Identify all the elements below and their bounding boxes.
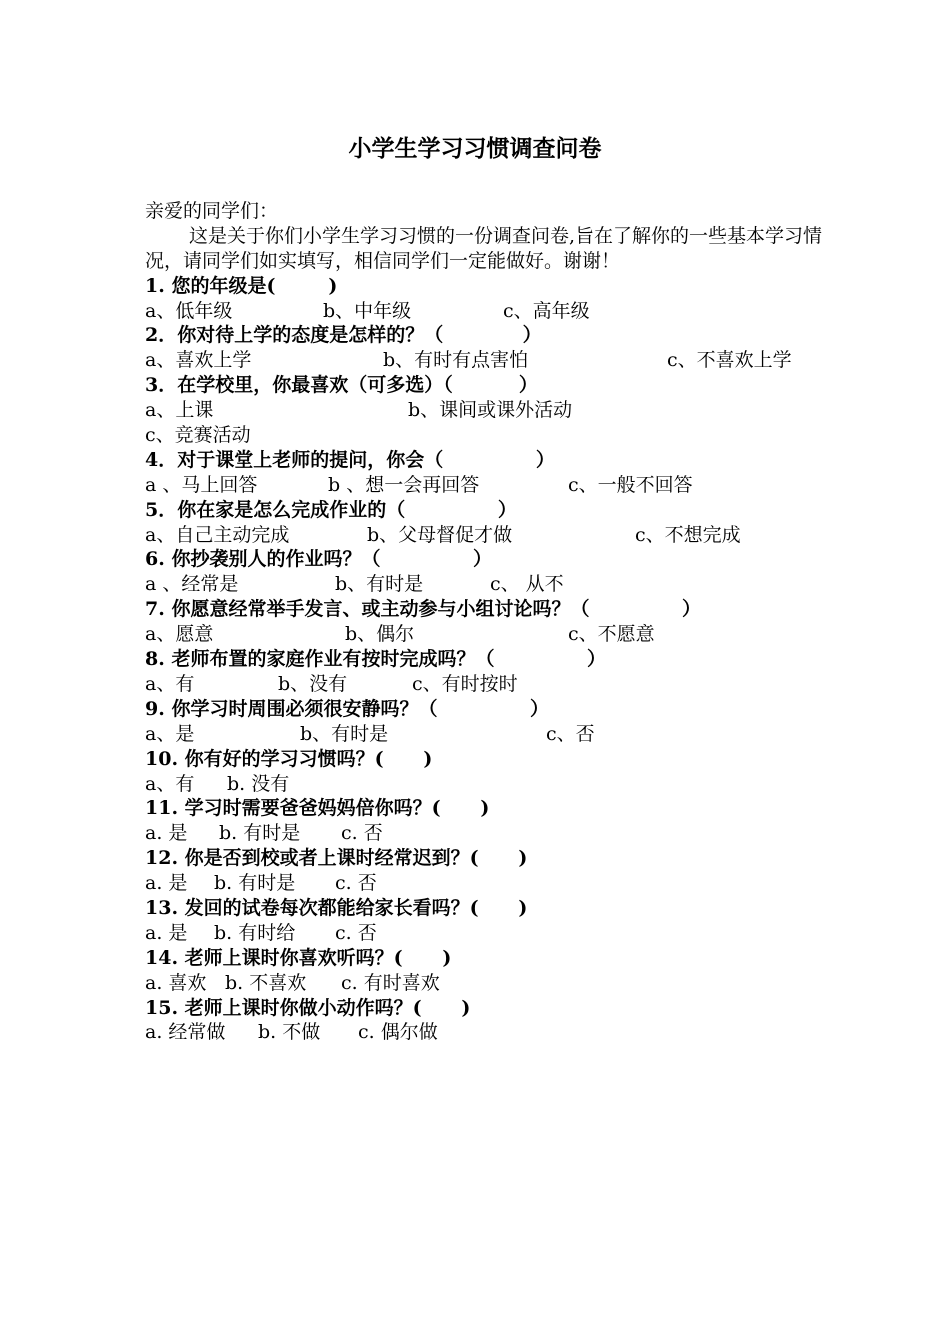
option-a: a、上课 bbox=[145, 399, 214, 422]
option-c: c、有时按时 bbox=[412, 672, 518, 695]
option-c: c、不喜欢上学 bbox=[667, 349, 792, 372]
option-b: b、没有 bbox=[278, 672, 348, 695]
question-15: 15. 老师上课时你做小动作吗？( ) bbox=[145, 996, 471, 1019]
option-b: b、有时有点害怕 bbox=[383, 349, 529, 372]
question-14: 14. 老师上课时你喜欢听吗？( ) bbox=[145, 946, 452, 969]
options-1 bbox=[145, 299, 825, 324]
option-c: c. 偶尔做 bbox=[358, 1021, 438, 1044]
option-b: b、有时是 bbox=[300, 722, 389, 745]
option-a: a、愿意 bbox=[145, 623, 214, 646]
option-b: b. 有时给 bbox=[214, 921, 296, 944]
question-8: 8. 老师布置的家庭作业有按时完成吗？（ ） bbox=[145, 648, 607, 671]
question-4: 4．对于课堂上老师的提问，你会（ ） bbox=[145, 448, 555, 471]
option-c: c、不想完成 bbox=[635, 523, 741, 546]
question-9: 9. 你学习时周围必须很安静吗？（ ） bbox=[145, 697, 550, 720]
intro-paragraph: 这是关于你们小学生学习习惯的一份调查问卷,旨在了解你的一些基本学习情况，请同学们如实填写，相信同学们一定能做好。谢谢！ bbox=[145, 224, 823, 272]
options-2 bbox=[145, 348, 825, 373]
options-11 bbox=[145, 821, 825, 846]
question-1: 1. 您的年级是( ) bbox=[145, 274, 338, 297]
options-15 bbox=[145, 1020, 825, 1045]
options-8 bbox=[145, 672, 825, 697]
option-b: b、偶尔 bbox=[345, 623, 415, 646]
option-a: a、低年级 bbox=[145, 299, 233, 322]
question-3: 3．在学校里，你最喜欢（可多选）（ ） bbox=[145, 374, 538, 397]
question-11: 11. 学习时需要爸爸妈妈倍你吗？( ) bbox=[145, 797, 490, 820]
options-6 bbox=[145, 572, 825, 597]
options-4 bbox=[145, 473, 825, 498]
option-b: b、中年级 bbox=[323, 299, 412, 322]
option-c: c、不愿意 bbox=[568, 623, 655, 646]
option-a: a、有 bbox=[145, 772, 195, 795]
option-a: a、自己主动完成 bbox=[145, 523, 290, 546]
option-b: b、父母督促才做 bbox=[367, 523, 513, 546]
option-c: c、一般不回答 bbox=[568, 473, 693, 496]
document-title: 小学生学习习惯调查问卷 bbox=[348, 135, 602, 162]
option-b: b、课间或课外活动 bbox=[408, 399, 573, 422]
option-c: c. 否 bbox=[335, 872, 377, 895]
option-a: a 、经常是 bbox=[145, 573, 239, 596]
options-7 bbox=[145, 622, 825, 647]
options-9 bbox=[145, 722, 825, 747]
question-5: 5．你在家是怎么完成作业的（ ） bbox=[145, 498, 517, 521]
option-b: b. 没有 bbox=[227, 772, 290, 795]
question-7: 7. 你愿意经常举手发言、或主动参与小组讨论吗？（ ） bbox=[145, 598, 702, 621]
option-a: a. 是 bbox=[145, 872, 188, 895]
question-13: 13. 发回的试卷每次都能给家长看吗？( ) bbox=[145, 896, 528, 919]
option-c: c. 否 bbox=[341, 822, 383, 845]
option-b: b. 不喜欢 bbox=[225, 971, 307, 994]
option-c: c. 否 bbox=[335, 921, 377, 944]
option-a: a. 喜欢 bbox=[145, 971, 207, 994]
option-a: a、是 bbox=[145, 722, 195, 745]
option-a: a. 是 bbox=[145, 822, 188, 845]
question-10: 10. 你有好的学习习惯吗？( ) bbox=[145, 747, 433, 770]
options-12 bbox=[145, 871, 825, 896]
options-13 bbox=[145, 921, 825, 946]
option-c: c、否 bbox=[546, 722, 595, 745]
option-a: a. 经常做 bbox=[145, 1021, 226, 1044]
option-c: c、竞赛活动 bbox=[145, 424, 251, 447]
document-body bbox=[145, 199, 825, 1045]
option-a: a 、马上回答 bbox=[145, 473, 258, 496]
question-12: 12. 你是否到校或者上课时经常迟到？( ) bbox=[145, 847, 528, 870]
option-b: b 、想一会再回答 bbox=[328, 473, 480, 496]
options-10 bbox=[145, 772, 825, 797]
option-c: c、 从不 bbox=[490, 573, 564, 596]
option-a: a、有 bbox=[145, 672, 195, 695]
options-3-cont bbox=[145, 423, 825, 448]
greeting: 亲爱的同学们： bbox=[145, 200, 279, 222]
question-6: 6. 你抄袭别人的作业吗？（ ） bbox=[145, 548, 493, 571]
options-14 bbox=[145, 971, 825, 996]
option-b: b. 有时是 bbox=[219, 822, 301, 845]
option-c: c、高年级 bbox=[503, 299, 590, 322]
question-2: 2．你对待上学的态度是怎样的？（ ） bbox=[145, 324, 542, 347]
options-5 bbox=[145, 523, 825, 548]
option-a: a. 是 bbox=[145, 921, 188, 944]
option-b: b、有时是 bbox=[335, 573, 424, 596]
option-c: c. 有时喜欢 bbox=[341, 971, 440, 994]
option-b: b. 有时是 bbox=[214, 872, 296, 895]
option-a: a、喜欢上学 bbox=[145, 349, 252, 372]
options-3 bbox=[145, 398, 825, 423]
option-b: b. 不做 bbox=[258, 1021, 321, 1044]
